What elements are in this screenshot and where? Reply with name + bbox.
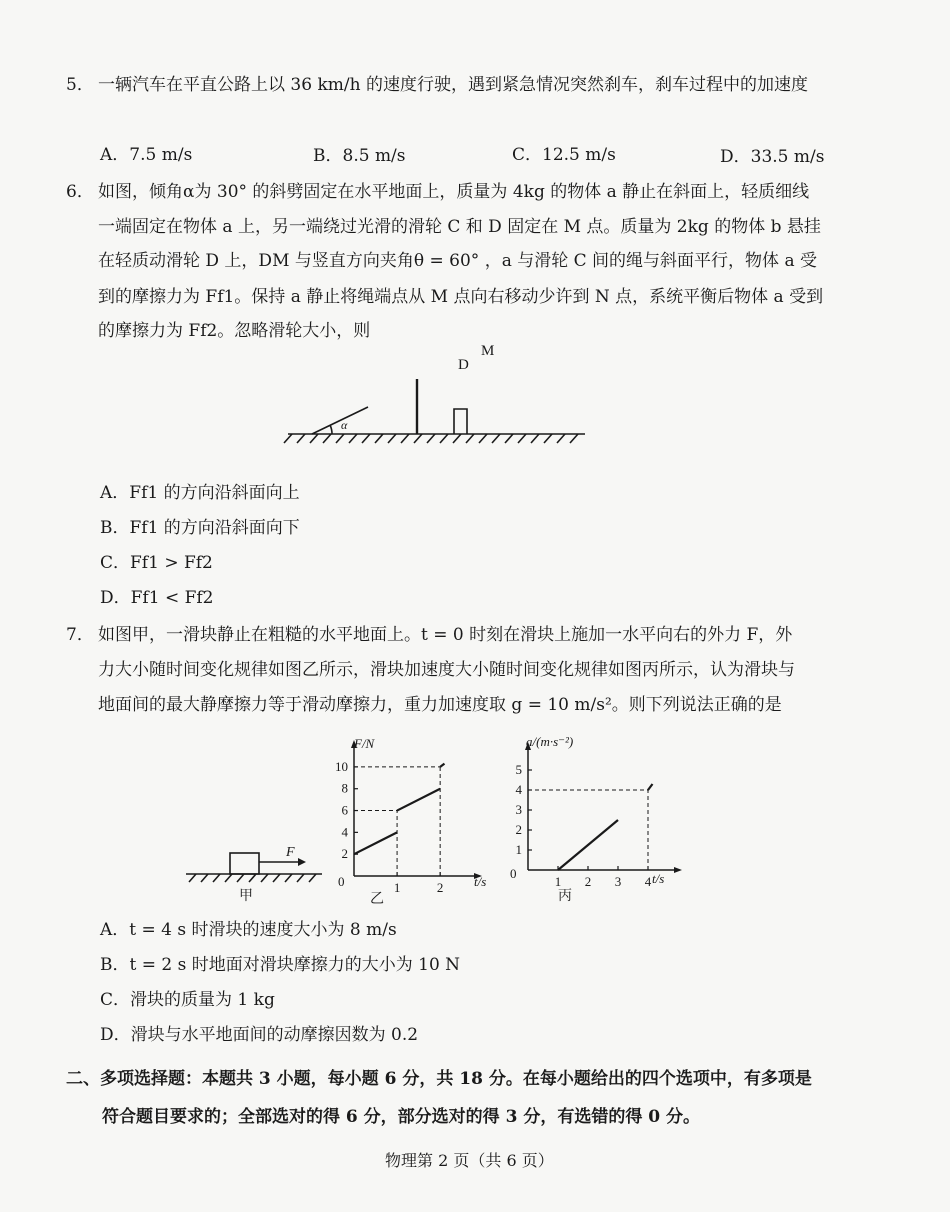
q7-number: 7． [66,625,94,645]
q5-stem: 一辆汽车在平直公路上以 36 km/h 的速度行驶，遇到紧急情况突然刹车，刹车过程中的加速度 [98,75,808,95]
chart-yi-ticks [335,759,443,895]
option-text: Ff1 的方向沿斜面向上 [129,483,300,503]
q7-line-3: 地面间的最大静摩擦力等于滑动摩擦力，重力加速度取 g = 10 m/s²。则下列说法正确的是 [98,695,782,715]
data-segment [648,784,653,790]
chart-bing-origin: 0 [510,866,517,881]
q6-option-a [100,478,300,503]
y-tick-label: 8 [341,780,348,796]
chart-yi-series [354,764,444,855]
x-tick-label: 4 [644,874,652,889]
chart-bing-guides [528,790,648,870]
q5-option-c [512,140,616,165]
angle-arc [330,425,332,434]
q7-line-2: 力大小随时间变化规律如图乙所示，滑块加速度大小随时间变化规律如图丙所示，认为滑块与 [98,660,795,680]
q6-line-2: 一端固定在物体 a 上，另一端绕过光滑的滑轮 C 和 D 固定在 M 点。质量为 2kg 的物体 b 悬挂 [98,217,821,237]
y-tick-label: 4 [341,824,348,840]
x-tick-label: 3 [614,874,622,889]
option-letter: A． [100,145,130,165]
chart-bing-ylabel: a/(m·s⁻²) [526,734,574,749]
y-tick-label: 5 [515,762,522,777]
y-tick-label: 2 [341,846,348,862]
x-tick-label: 2 [436,880,444,895]
option-text: 8.5 m/s [342,146,406,166]
option-letter: B． [100,518,130,538]
option-text: 滑块的质量为 1 kg [130,990,275,1010]
slider-block [230,853,259,874]
block-b [454,409,467,434]
chart-yi-guides [354,767,440,876]
q6-line-4: 到的摩擦力为 Ff1。保持 a 静止将绳端点从 M 点向右移动少许到 N 点，系统平衡后物体 a 受到 [98,287,824,307]
chart-yi-title: 乙 [370,892,384,906]
chart-bing [502,728,702,906]
page-footer: 物理第 2 页（共 6 页） [385,1151,554,1170]
alpha-label: α [341,418,348,432]
option-text: 12.5 m/s [542,145,616,165]
m-label: M [481,343,495,359]
section2-line-2: 符合题目要求的；全部选对的得 6 分，部分选对的得 3 分，有选错的得 0 分。 [102,1107,700,1127]
option-letter: D． [720,147,751,167]
option-text: Ff1 的方向沿斜面向下 [129,518,300,538]
force-arrow-head [298,858,306,866]
q5-option-d [720,142,824,167]
option-letter: D． [100,588,131,608]
q5-option-a [100,140,192,165]
x-axis-arrow [674,867,682,873]
chart-yi [328,728,498,906]
incline-surface [312,407,368,434]
chart-bing-axes [525,742,682,873]
option-letter: C． [100,990,131,1010]
section2-line-1: 二、多项选择题：本题共 3 小题，每小题 6 分，共 18 分。在每小题给出的四个选项中，有多项是 [66,1069,812,1089]
option-letter: B． [313,146,343,166]
chart-yi-ylabel: F/N [354,736,375,751]
q6-option-b [100,513,300,538]
y-tick-label: 6 [341,802,348,818]
option-letter: D． [100,1025,131,1045]
y-tick-label: 1 [515,842,522,857]
q5-option-b [313,141,406,166]
y-tick-label: 3 [515,802,522,817]
chart-bing-title: 丙 [558,889,572,904]
option-letter: C． [100,553,131,573]
q7-option-a [100,915,397,940]
chart-bing-series [558,784,653,870]
data-segment [354,832,397,854]
y-tick-label: 10 [335,758,348,774]
q6-line-5: 的摩擦力为 Ff2。忽略滑轮大小，则 [98,321,371,341]
y-tick-label: 4 [515,782,522,797]
chart-yi-xlabel: t/s [474,874,487,889]
option-text: 33.5 m/s [750,147,825,167]
option-text: 7.5 m/s [129,145,193,165]
d-label: D [458,357,469,373]
x-tick-label: 2 [584,874,592,889]
data-segment [397,789,440,811]
force-label: F [286,845,295,860]
data-segment [440,764,444,767]
option-text: Ff1 < Ff2 [130,588,214,608]
x-tick-label: 1 [554,874,562,889]
ground-hatching [189,874,316,882]
q6-option-c [100,548,213,573]
q7-line-1: 如图甲，一滑块静止在粗糙的水平地面上。t = 0 时刻在滑块上施加一水平向右的外力 F，外 [98,625,793,645]
option-text: t = 2 s 时地面对滑块摩擦力的大小为 10 N [129,955,461,975]
q7-option-c [100,985,275,1010]
fig-jia-label: 甲 [239,889,253,904]
chart-bing-xlabel: t/s [652,871,665,886]
option-text: 滑块与水平地面间的动摩擦因数为 0.2 [130,1025,419,1045]
chart-yi-origin: 0 [338,874,345,889]
option-text: Ff1 > Ff2 [130,553,213,573]
chart-yi-axes [351,740,482,879]
q5-number: 5． [66,75,94,95]
q6-incline-figure [280,335,600,450]
data-segment [558,820,618,870]
q7-option-d [100,1020,418,1045]
q7-option-b [100,950,460,975]
q6-line-3: 在轻质动滑轮 D 上，DM 与竖直方向夹角θ = 60° ，a 与滑轮 C 间的绳与斜面平行，物体 a 受 [98,251,817,271]
q6-option-d [100,583,214,608]
fig-jia [182,838,332,904]
option-letter: A． [100,920,130,940]
q6-line-1: 如图，倾角α为 30° 的斜劈固定在水平地面上，质量为 4kg 的物体 a 静止在斜面上，轻质细线 [98,182,810,202]
x-tick-label: 1 [393,880,401,895]
option-letter: A． [100,483,130,503]
option-letter: B． [100,955,130,975]
option-text: t = 4 s 时滑块的速度大小为 8 m/s [129,920,397,940]
ground-hatching [284,434,578,443]
y-tick-label: 2 [515,822,522,837]
q6-number: 6． [66,182,94,202]
option-letter: C． [512,145,543,165]
